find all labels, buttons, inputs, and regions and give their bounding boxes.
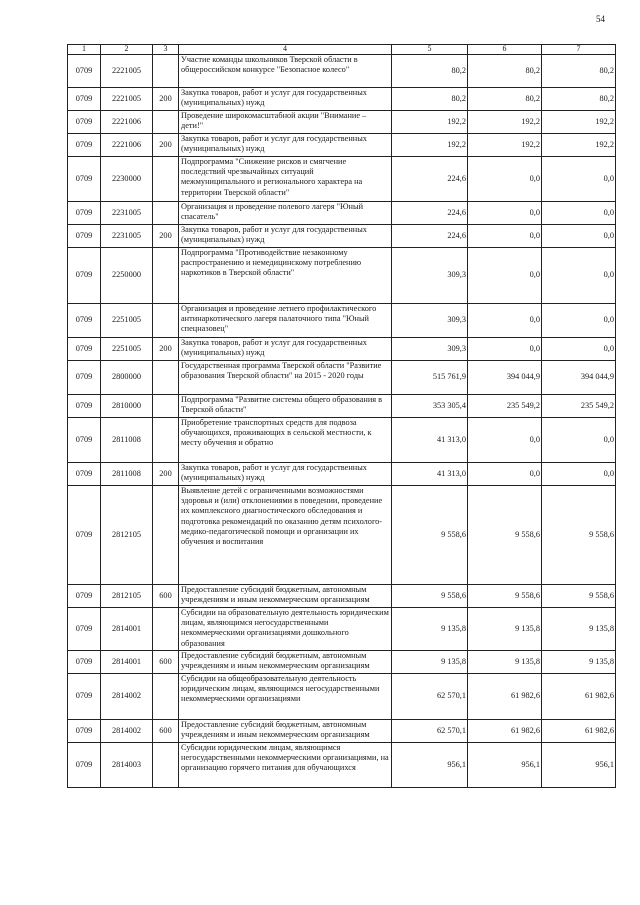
amount-2016-cell: 9 135,8 bbox=[468, 608, 542, 651]
table-row bbox=[68, 225, 616, 248]
amount-2017-cell: 192,2 bbox=[542, 111, 616, 134]
table-row bbox=[68, 55, 616, 88]
table-row bbox=[68, 395, 616, 418]
target-code-cell: 2230000 bbox=[101, 157, 153, 202]
amount-2015-cell: 9 558,6 bbox=[392, 486, 468, 585]
item-name-cell: Субсидии на общеобразовательную деятельность юридическим лицам, являющимся негосударственными некоммерческими организациями bbox=[179, 674, 392, 720]
expense-type-cell bbox=[153, 55, 179, 88]
section-code-cell: 0709 bbox=[68, 111, 101, 134]
amount-2016-cell: 9 558,6 bbox=[468, 486, 542, 585]
section-code-cell: 0709 bbox=[68, 486, 101, 585]
amount-2017-cell: 9 558,6 bbox=[542, 585, 616, 608]
amount-2015-cell: 9 558,6 bbox=[392, 585, 468, 608]
budget-table bbox=[67, 44, 616, 788]
amount-2015-cell: 192,2 bbox=[392, 134, 468, 157]
column-header: 4 bbox=[179, 45, 392, 55]
amount-2016-cell: 9 135,8 bbox=[468, 651, 542, 674]
table-row bbox=[68, 651, 616, 674]
target-code-cell: 2221006 bbox=[101, 134, 153, 157]
amount-2016-cell: 0,0 bbox=[468, 418, 542, 463]
amount-2016-cell: 9 558,6 bbox=[468, 585, 542, 608]
target-code-cell: 2812105 bbox=[101, 585, 153, 608]
section-code-cell: 0709 bbox=[68, 248, 101, 304]
expense-type-cell bbox=[153, 418, 179, 463]
section-code-cell: 0709 bbox=[68, 585, 101, 608]
target-code-cell: 2814002 bbox=[101, 674, 153, 720]
amount-2017-cell: 0,0 bbox=[542, 463, 616, 486]
expense-type-cell bbox=[153, 674, 179, 720]
amount-2017-cell: 0,0 bbox=[542, 225, 616, 248]
amount-2017-cell: 9 135,8 bbox=[542, 608, 616, 651]
amount-2016-cell: 0,0 bbox=[468, 338, 542, 361]
expense-type-cell: 200 bbox=[153, 338, 179, 361]
page-number: 54 bbox=[596, 14, 605, 24]
expense-type-cell: 600 bbox=[153, 720, 179, 743]
item-name-cell: Закупка товаров, работ и услуг для государственных (муниципальных) нужд bbox=[179, 134, 392, 157]
amount-2015-cell: 80,2 bbox=[392, 55, 468, 88]
amount-2015-cell: 353 305,4 bbox=[392, 395, 468, 418]
section-code-cell: 0709 bbox=[68, 463, 101, 486]
amount-2017-cell: 0,0 bbox=[542, 418, 616, 463]
amount-2015-cell: 309,3 bbox=[392, 338, 468, 361]
section-code-cell: 0709 bbox=[68, 674, 101, 720]
table-row bbox=[68, 720, 616, 743]
section-code-cell: 0709 bbox=[68, 743, 101, 788]
expense-type-cell: 200 bbox=[153, 463, 179, 486]
expense-type-cell: 200 bbox=[153, 88, 179, 111]
column-number-row bbox=[68, 45, 616, 55]
section-code-cell: 0709 bbox=[68, 651, 101, 674]
amount-2015-cell: 224,6 bbox=[392, 202, 468, 225]
amount-2015-cell: 309,3 bbox=[392, 248, 468, 304]
target-code-cell: 2221006 bbox=[101, 111, 153, 134]
table-row bbox=[68, 88, 616, 111]
section-code-cell: 0709 bbox=[68, 361, 101, 395]
amount-2016-cell: 0,0 bbox=[468, 202, 542, 225]
item-name-cell: Подпрограмма "Противодействие незаконному распространению и немедицинскому потреблению наркотиков в Тверской области" bbox=[179, 248, 392, 304]
amount-2015-cell: 41 313,0 bbox=[392, 463, 468, 486]
amount-2015-cell: 515 761,9 bbox=[392, 361, 468, 395]
section-code-cell: 0709 bbox=[68, 608, 101, 651]
amount-2016-cell: 0,0 bbox=[468, 225, 542, 248]
amount-2017-cell: 0,0 bbox=[542, 338, 616, 361]
table-row bbox=[68, 248, 616, 304]
target-code-cell: 2221005 bbox=[101, 55, 153, 88]
item-name-cell: Государственная программа Тверской области "Развитие образования Тверской области" на 2015 - 2020 годы bbox=[179, 361, 392, 395]
expense-type-cell: 200 bbox=[153, 134, 179, 157]
amount-2016-cell: 0,0 bbox=[468, 157, 542, 202]
item-name-cell: Предоставление субсидий бюджетным, автономным учреждениям и иным некоммерческим организациям bbox=[179, 720, 392, 743]
amount-2017-cell: 61 982,6 bbox=[542, 720, 616, 743]
item-name-cell: Подпрограмма "Развитие системы общего образования в Тверской области" bbox=[179, 395, 392, 418]
column-header: 5 bbox=[392, 45, 468, 55]
amount-2016-cell: 0,0 bbox=[468, 304, 542, 338]
amount-2016-cell: 192,2 bbox=[468, 134, 542, 157]
expense-type-cell bbox=[153, 395, 179, 418]
amount-2015-cell: 62 570,1 bbox=[392, 720, 468, 743]
amount-2017-cell: 394 044,9 bbox=[542, 361, 616, 395]
item-name-cell: Предоставление субсидий бюджетным, автономным учреждениям и иным некоммерческим организациям bbox=[179, 585, 392, 608]
amount-2015-cell: 62 570,1 bbox=[392, 674, 468, 720]
target-code-cell: 2810000 bbox=[101, 395, 153, 418]
expense-type-cell: 200 bbox=[153, 225, 179, 248]
amount-2016-cell: 61 982,6 bbox=[468, 674, 542, 720]
target-code-cell: 2251005 bbox=[101, 338, 153, 361]
amount-2016-cell: 0,0 bbox=[468, 248, 542, 304]
target-code-cell: 2250000 bbox=[101, 248, 153, 304]
target-code-cell: 2811008 bbox=[101, 463, 153, 486]
target-code-cell: 2221005 bbox=[101, 88, 153, 111]
column-header: 1 bbox=[68, 45, 101, 55]
table-body bbox=[68, 45, 616, 788]
amount-2016-cell: 80,2 bbox=[468, 88, 542, 111]
table-row bbox=[68, 304, 616, 338]
table-row bbox=[68, 157, 616, 202]
table-row bbox=[68, 361, 616, 395]
section-code-cell: 0709 bbox=[68, 134, 101, 157]
amount-2017-cell: 956,1 bbox=[542, 743, 616, 788]
expense-type-cell: 600 bbox=[153, 651, 179, 674]
target-code-cell: 2814001 bbox=[101, 608, 153, 651]
section-code-cell: 0709 bbox=[68, 55, 101, 88]
table-row bbox=[68, 743, 616, 788]
amount-2017-cell: 0,0 bbox=[542, 202, 616, 225]
table-row bbox=[68, 134, 616, 157]
item-name-cell: Закупка товаров, работ и услуг для государственных (муниципальных) нужд bbox=[179, 88, 392, 111]
column-header: 3 bbox=[153, 45, 179, 55]
item-name-cell: Субсидии юридическим лицам, являющимся негосударственными некоммерческими организациями, на организацию горячего питания для обучающихся bbox=[179, 743, 392, 788]
section-code-cell: 0709 bbox=[68, 304, 101, 338]
column-header: 7 bbox=[542, 45, 616, 55]
amount-2017-cell: 0,0 bbox=[542, 157, 616, 202]
amount-2015-cell: 224,6 bbox=[392, 157, 468, 202]
item-name-cell: Проведение широкомасштабной акции "Внимание – дети!" bbox=[179, 111, 392, 134]
expense-type-cell bbox=[153, 202, 179, 225]
table-row bbox=[68, 674, 616, 720]
amount-2017-cell: 0,0 bbox=[542, 304, 616, 338]
amount-2017-cell: 80,2 bbox=[542, 88, 616, 111]
target-code-cell: 2812105 bbox=[101, 486, 153, 585]
amount-2017-cell: 80,2 bbox=[542, 55, 616, 88]
table-row bbox=[68, 418, 616, 463]
amount-2016-cell: 956,1 bbox=[468, 743, 542, 788]
amount-2015-cell: 309,3 bbox=[392, 304, 468, 338]
target-code-cell: 2231005 bbox=[101, 225, 153, 248]
item-name-cell: Подпрограмма "Снижение рисков и смягчение последствий чрезвычайных ситуаций межмуниципального и регионального характера на территории Тверской области" bbox=[179, 157, 392, 202]
amount-2016-cell: 0,0 bbox=[468, 463, 542, 486]
item-name-cell: Организация и проведение полевого лагеря "Юный спасатель" bbox=[179, 202, 392, 225]
expense-type-cell bbox=[153, 486, 179, 585]
amount-2015-cell: 224,6 bbox=[392, 225, 468, 248]
target-code-cell: 2811008 bbox=[101, 418, 153, 463]
target-code-cell: 2231005 bbox=[101, 202, 153, 225]
column-header: 2 bbox=[101, 45, 153, 55]
amount-2016-cell: 235 549,2 bbox=[468, 395, 542, 418]
expense-type-cell bbox=[153, 361, 179, 395]
target-code-cell: 2814002 bbox=[101, 720, 153, 743]
amount-2015-cell: 956,1 bbox=[392, 743, 468, 788]
section-code-cell: 0709 bbox=[68, 338, 101, 361]
amount-2015-cell: 9 135,8 bbox=[392, 651, 468, 674]
table-row bbox=[68, 338, 616, 361]
target-code-cell: 2251005 bbox=[101, 304, 153, 338]
item-name-cell: Закупка товаров, работ и услуг для государственных (муниципальных) нужд bbox=[179, 463, 392, 486]
item-name-cell: Участие команды школьников Тверской области в общероссийском конкурсе "Безопасное колесо" bbox=[179, 55, 392, 88]
item-name-cell: Предоставление субсидий бюджетным, автономным учреждениям и иным некоммерческим организациям bbox=[179, 651, 392, 674]
expense-type-cell: 600 bbox=[153, 585, 179, 608]
section-code-cell: 0709 bbox=[68, 395, 101, 418]
expense-type-cell bbox=[153, 111, 179, 134]
item-name-cell: Субсидии на образовательную деятельность юридическим лицам, являющимся негосударственными некоммерческими организациями дошкольного образования bbox=[179, 608, 392, 651]
expense-type-cell bbox=[153, 743, 179, 788]
table-row bbox=[68, 463, 616, 486]
table-row bbox=[68, 486, 616, 585]
target-code-cell: 2814003 bbox=[101, 743, 153, 788]
amount-2017-cell: 61 982,6 bbox=[542, 674, 616, 720]
item-name-cell: Приобретение транспортных средств для подвоза обучающихся, проживающих в сельской местности, к месту обучения и обратно bbox=[179, 418, 392, 463]
amount-2017-cell: 9 135,8 bbox=[542, 651, 616, 674]
target-code-cell: 2800000 bbox=[101, 361, 153, 395]
target-code-cell: 2814001 bbox=[101, 651, 153, 674]
amount-2016-cell: 80,2 bbox=[468, 55, 542, 88]
expense-type-cell bbox=[153, 248, 179, 304]
amount-2017-cell: 235 549,2 bbox=[542, 395, 616, 418]
section-code-cell: 0709 bbox=[68, 157, 101, 202]
table-row bbox=[68, 202, 616, 225]
section-code-cell: 0709 bbox=[68, 225, 101, 248]
amount-2017-cell: 0,0 bbox=[542, 248, 616, 304]
item-name-cell: Организация и проведение летнего профилактического антинаркотического лагеря палаточного типа "Юный спецназовец" bbox=[179, 304, 392, 338]
table-row bbox=[68, 585, 616, 608]
section-code-cell: 0709 bbox=[68, 88, 101, 111]
expense-type-cell bbox=[153, 157, 179, 202]
amount-2016-cell: 192,2 bbox=[468, 111, 542, 134]
item-name-cell: Выявление детей с ограниченными возможностями здоровья и (или) отклонениями в поведении, проведение их комплексного диагностического обследования и подготовка рекомендаций по оказанию детям психолого-медико-педагогической помощи и организации их обучения и воспитания bbox=[179, 486, 392, 585]
section-code-cell: 0709 bbox=[68, 418, 101, 463]
amount-2016-cell: 394 044,9 bbox=[468, 361, 542, 395]
expense-type-cell bbox=[153, 608, 179, 651]
expense-type-cell bbox=[153, 304, 179, 338]
item-name-cell: Закупка товаров, работ и услуг для государственных (муниципальных) нужд bbox=[179, 225, 392, 248]
amount-2017-cell: 9 558,6 bbox=[542, 486, 616, 585]
section-code-cell: 0709 bbox=[68, 202, 101, 225]
amount-2015-cell: 9 135,8 bbox=[392, 608, 468, 651]
amount-2015-cell: 41 313,0 bbox=[392, 418, 468, 463]
item-name-cell: Закупка товаров, работ и услуг для государственных (муниципальных) нужд bbox=[179, 338, 392, 361]
amount-2015-cell: 192,2 bbox=[392, 111, 468, 134]
column-header: 6 bbox=[468, 45, 542, 55]
table-row bbox=[68, 111, 616, 134]
amount-2015-cell: 80,2 bbox=[392, 88, 468, 111]
amount-2017-cell: 192,2 bbox=[542, 134, 616, 157]
amount-2016-cell: 61 982,6 bbox=[468, 720, 542, 743]
section-code-cell: 0709 bbox=[68, 720, 101, 743]
table-row bbox=[68, 608, 616, 651]
